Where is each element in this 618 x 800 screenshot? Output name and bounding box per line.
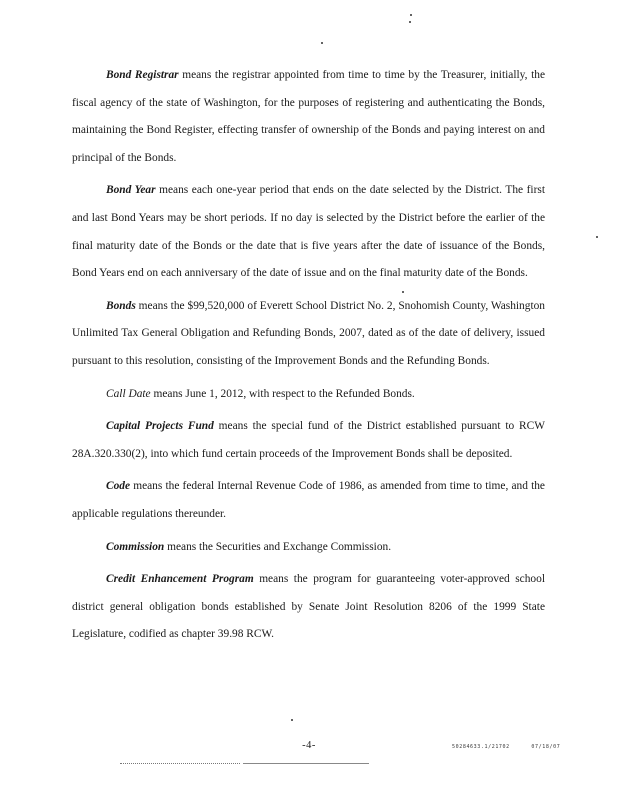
scan-speck [409,21,411,23]
definition-paragraph [72,413,545,468]
definition-paragraph [72,566,545,649]
definition-text: means the registrar appointed from time to time by the Treasurer, initially, the fiscal agency of the state of Washington, for the purposes of registering and authenticating the Bonds, maintaining the Bond Register, effecting transfer of ownership of the Bonds and paying interest on and principal of the Bonds. [72,69,546,164]
document-id-stamp: 50284633.1/21702 07/18/07 [452,744,561,750]
defined-term: Call Date [106,387,151,400]
defined-term: Capital Projects Fund [106,420,214,433]
definition-paragraph [72,381,545,409]
defined-term: Code [106,480,131,493]
defined-term: Bond Year [106,184,156,197]
page-number: -4- [302,740,316,751]
definition-paragraph [72,177,545,287]
definition-paragraph [72,534,545,562]
definition-text: means June 1, 2012, with respect to the Refunded Bonds. [150,387,415,400]
definition-paragraph [72,293,545,376]
definitions-body [72,62,545,654]
definition-text: means the federal Internal Revenue Code of 1986, as amended from time to time, and the applicable regulations thereunder. [72,480,545,520]
definition-text: means the program for guaranteeing voter-approved school district general obligation bonds established by Senate Joint Resolution 8206 of the 1999 State Legislature, codified as chapter 39.98 RCW. [72,573,545,641]
definition-paragraph [72,473,545,528]
scan-speck [410,14,412,16]
footer-dotted-rule [120,763,240,764]
scan-speck [291,719,293,721]
definition-text: means the Securities and Exchange Commission. [164,540,392,553]
definition-text: means the $99,520,000 of Everett School District No. 2, Snohomish County, Washington Unlimited Tax General Obligation and Refunding Bonds, 2007, dated as of the date of delivery, issued pursuant to this resolution, consisting of the Improvement Bonds and the Refunding Bonds. [72,299,545,367]
defined-term: Bonds [106,299,136,312]
definition-paragraph [72,62,545,172]
scan-speck [596,236,598,238]
scan-speck [321,42,323,44]
definition-text: means each one-year period that ends on the date selected by the District. The first and last Bond Years may be short periods. If no day is selected by the District before the earlier of the final maturity date of the Bonds or the date that is five years after the date of issuance of the Bonds, Bond Years end on each anniversary of the date of issue and on the final maturity date of the Bonds. [72,184,545,280]
defined-term: Bond Registrar [106,69,179,81]
definition-text: means the special fund of the District established pursuant to RCW 28A.320.330(2), into which fund certain proceeds of the Improvement Bonds shall be deposited. [72,420,546,460]
defined-term: Credit Enhancement Program [106,573,254,586]
footer-solid-rule [243,763,369,764]
defined-term: Commission [106,540,165,553]
